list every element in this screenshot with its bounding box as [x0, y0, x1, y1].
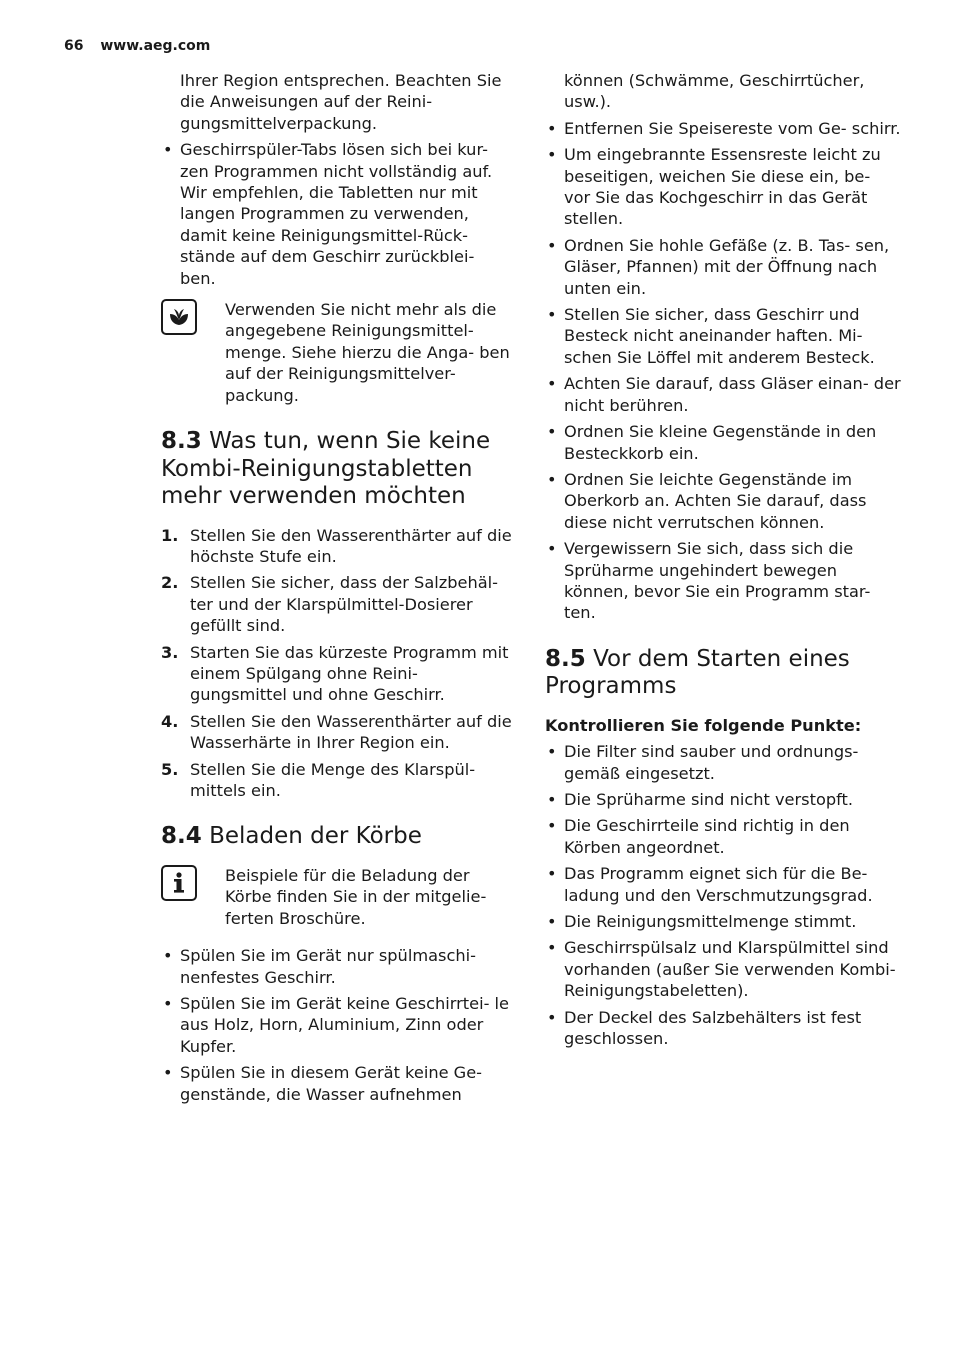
left-column — [161, 70, 513, 1110]
section-number: 8.5 — [545, 645, 586, 672]
steps-list — [161, 525, 513, 802]
info-note-text: Beispiele für die Beladung der Körbe finden Sie in der mitgelie- ferten Broschüre. — [225, 865, 487, 928]
list-item: • Stellen Sie sicher, dass Geschirr und Besteck nicht aneinander haften. Mi- schen Sie Löffel mit anderem Besteck. — [545, 304, 901, 368]
list-item: • Spülen Sie in diesem Gerät keine Ge- genstände, die Wasser aufnehmen — [161, 1062, 513, 1105]
step-item — [161, 572, 513, 636]
page-header — [64, 38, 210, 54]
environment-leaf-icon — [161, 299, 197, 335]
checklist-label: Kontrollieren Sie folgende Punkte: — [545, 715, 862, 735]
list-item: • Ordnen Sie hohle Gefäße (z. B. Tas- sen, Gläser, Pfannen) mit der Öffnung nach unten ein. — [545, 235, 901, 299]
tabs-bullet-list — [161, 139, 513, 289]
step-number: 4. — [161, 711, 179, 731]
step-text: Starten Sie das kürzeste Programm mit einem Spülgang ohne Reini- gungsmittel und ohne Geschirr. — [190, 642, 509, 705]
environment-note — [161, 299, 513, 406]
list-item: • Geschirrspüler-Tabs lösen sich bei kur- zen Programmen nicht vollständig auf. Wir empfehlen, die Tabletten nur mit langen Programmen zu verwenden, damit keine Reinigungsmittel-Rück- stände auf dem Geschirr zurückblei- ben. — [161, 139, 513, 289]
list-item: • Geschirrspülsalz und Klarspülmittel sind vorhanden (außer Sie verwenden Kombi-Reinigungstabeletten). — [545, 937, 901, 1001]
website-url[interactable]: www.aeg.com — [100, 38, 211, 54]
step-text: Stellen Sie den Wasserenthärter auf die Wasserhärte in Ihrer Region ein. — [190, 711, 512, 753]
list-item: • Die Reinigungsmittelmenge stimmt. — [545, 911, 901, 932]
list-item: • Achten Sie darauf, dass Gläser einan- der nicht berühren. — [545, 373, 901, 416]
section-heading-8-3 — [161, 428, 513, 511]
list-item: • Vergewissern Sie sich, dass sich die Sprüharme ungehindert bewegen können, bevor Sie ein Programm star- ten. — [545, 538, 901, 624]
section-number: 8.3 — [161, 428, 202, 455]
list-item: • Der Deckel des Salzbehälters ist fest geschlossen. — [545, 1007, 901, 1050]
section-number: 8.4 — [161, 823, 202, 850]
list-item: • Die Geschirrteile sind richtig in den Körben angeordnet. — [545, 815, 901, 858]
loading-bullet-list — [161, 945, 513, 1105]
step-item — [161, 759, 513, 802]
continued-paragraph: können (Schwämme, Geschirrtücher, usw.). — [564, 71, 865, 112]
section-heading-8-4 — [161, 823, 513, 851]
section-title: Vor dem Starten eines Programms — [545, 645, 850, 700]
right-column — [545, 70, 901, 1054]
step-item — [161, 525, 513, 568]
list-item: • Die Sprüharme sind nicht verstopft. — [545, 789, 901, 810]
list-item: • Spülen Sie im Gerät keine Geschirrtei- le aus Holz, Horn, Aluminium, Zinn oder Kupfer. — [161, 993, 513, 1057]
step-number: 3. — [161, 642, 179, 662]
checklist — [545, 741, 901, 1049]
list-item: • Ordnen Sie kleine Gegenstände in den Besteckkorb ein. — [545, 421, 901, 464]
environment-note-text: Verwenden Sie nicht mehr als die angegebene Reinigungsmittel- menge. Siehe hierzu die Anga- ben auf der Reinigungsmittelver- packung. — [225, 300, 510, 405]
list-item: • Entfernen Sie Speisereste vom Ge- schirr. — [545, 118, 901, 139]
step-item — [161, 711, 513, 754]
info-icon — [161, 865, 197, 901]
list-item: • Um eingebrannte Essensreste leicht zu beseitigen, weichen Sie diese ein, be- vor Sie das Kochgeschirr in das Gerät stellen. — [545, 144, 901, 230]
section-title: Beladen der Körbe — [209, 823, 422, 850]
step-text: Stellen Sie die Menge des Klarspül- mittels ein. — [190, 759, 476, 801]
step-number: 2. — [161, 573, 179, 593]
list-item: • Die Filter sind sauber und ordnungs- gemäß eingesetzt. — [545, 741, 901, 784]
step-text: Stellen Sie den Wasserenthärter auf die höchste Stufe ein. — [190, 525, 512, 566]
section-heading-8-5 — [545, 646, 901, 701]
step-number: 1. — [161, 525, 179, 545]
section-title: Was tun, wenn Sie keine Kombi-Reinigungstabletten mehr verwenden möchten — [161, 428, 491, 510]
step-text: Stellen Sie sicher, dass der Salzbehäl- ter und der Klarspülmittel-Dosierer gefüllt sind. — [190, 573, 498, 636]
list-item: • Das Programm eignet sich für die Be- ladung und den Verschmutzungsgrad. — [545, 863, 901, 906]
intro-paragraph: Ihrer Region entsprechen. Beachten Sie die Anweisungen auf der Reini- gungsmittelverpackung. — [180, 71, 502, 133]
loading-tips-list — [545, 118, 901, 624]
page-number: 66 — [64, 38, 84, 54]
step-item — [161, 642, 513, 706]
list-item: • Ordnen Sie leichte Gegenstände im Oberkorb an. Achten Sie darauf, dass diese nicht verrutschen können. — [545, 469, 901, 533]
info-note — [161, 865, 513, 929]
step-number: 5. — [161, 759, 179, 779]
list-item: • Spülen Sie im Gerät nur spülmaschi- nenfestes Geschirr. — [161, 945, 513, 988]
